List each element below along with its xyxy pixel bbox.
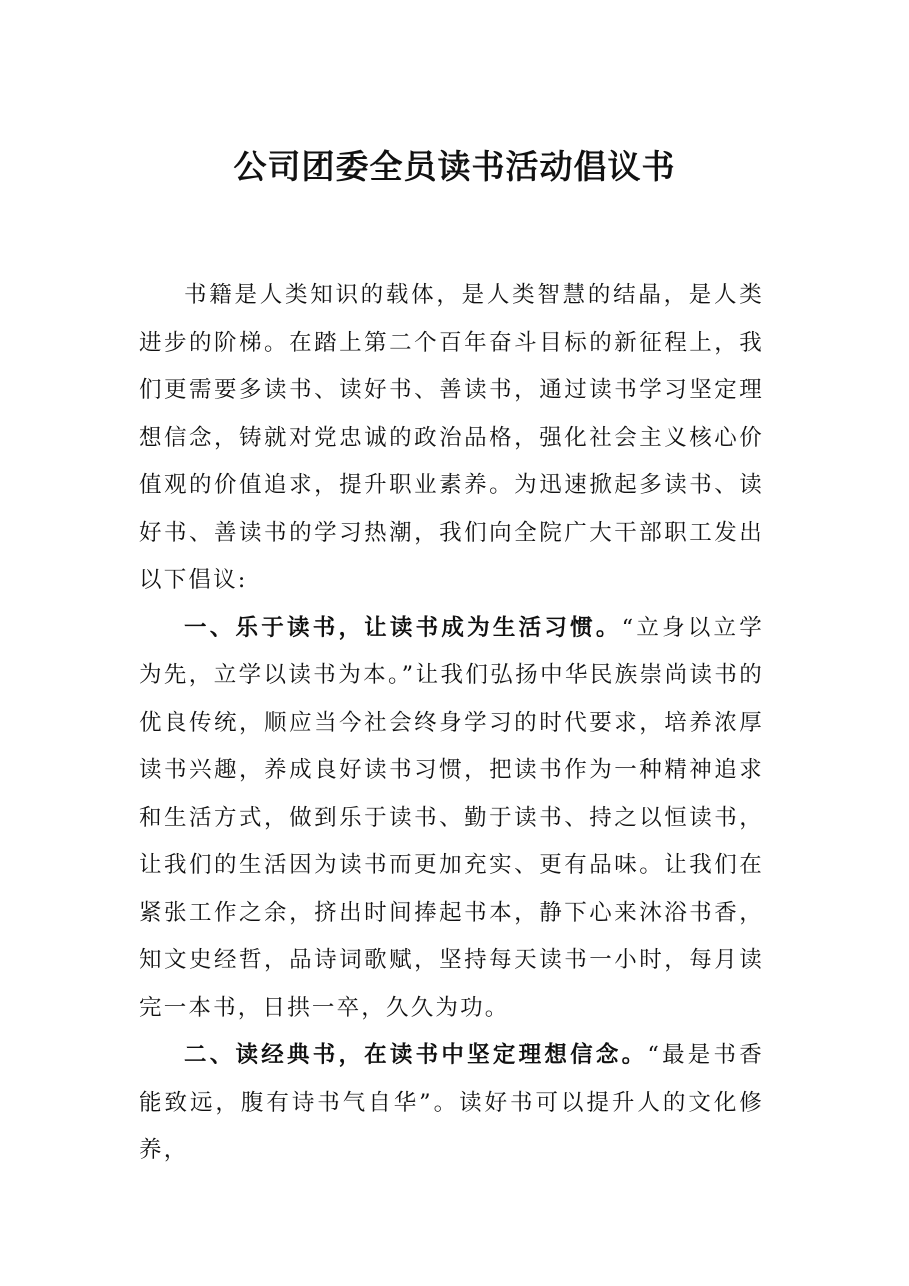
section-2-text: “最是书香能致远，腹有诗书气自华”。读好书可以提升人的文化修养， (139, 1042, 764, 1163)
section-2-paragraph (139, 1032, 764, 1175)
section-1-paragraph (139, 605, 764, 1033)
section-1-heading: 一、乐于读书，让读书成为生活习惯。 (184, 614, 622, 641)
document-body (139, 272, 764, 1175)
section-2-heading: 二、读经典书，在读书中坚定理想信念。 (184, 1042, 648, 1068)
intro-paragraph: 书籍是人类知识的载体，是人类智慧的结晶，是人类进步的阶梯。在踏上第二个百年奋斗目标的新征程上，我们更需要多读书、读好书、善读书，通过读书学习坚定理想信念，铸就对党忠诚的政治品格，强化社会主义核心价值观的价值追求，提升职业素养。为迅速掀起多读书、读好书、善读书的学习热潮，我们向全院广大干部职工发出以下倡议: (139, 282, 764, 593)
document-title: 公司团委全员读书活动倡议书 (233, 147, 676, 186)
section-1-text: “立身以立学为先，立学以读书为本。”让我们弘扬中华民族崇尚读书的优良传统，顺应当今社会终身学习的时代要求，培养浓厚读书兴趣，养成良好读书习惯，把读书作为一种精神追求和生活方式，做到乐于读书、勤于读书、持之以恒读书，让我们的生活因为读书而更加充实、更有品味。让我们在紧张工作之余，挤出时间捧起书本，静下心来沐浴书香，知文史经哲，品诗词歌赋，坚持每天读书一小时，每月读完一本书，日拱一卒，久久为功。 (139, 614, 764, 1021)
